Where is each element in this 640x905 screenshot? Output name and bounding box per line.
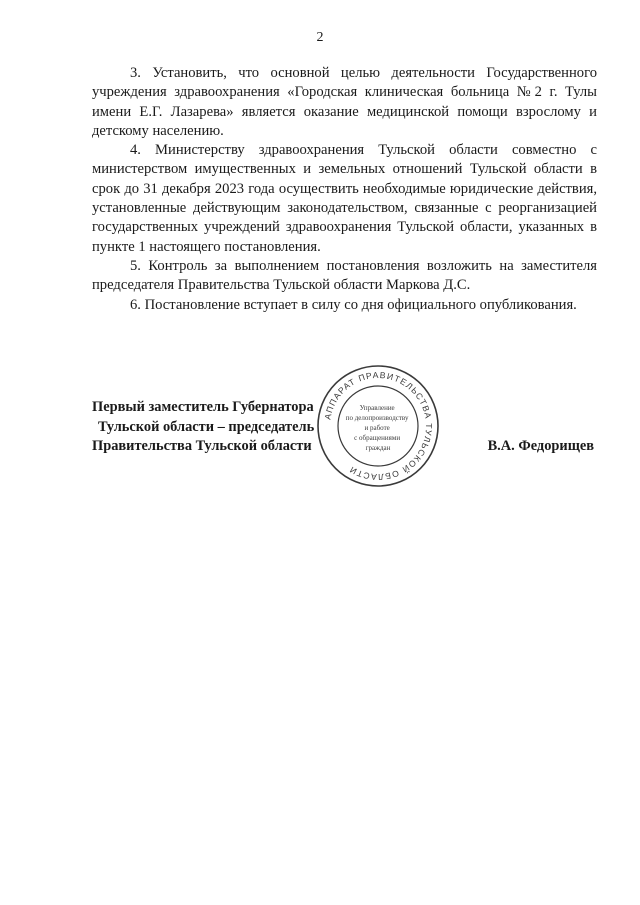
seal-ring-text: АППАРАТ ПРАВИТЕЛЬСТВА ТУЛЬСКОЙ ОБЛАСТИ [322, 369, 435, 483]
paragraph-6: 6. Постановление вступает в силу со дня официального опубликования. [130, 296, 577, 313]
paragraph-5: 5. Контроль за выполнением постановления возложить на заместителя председателя Правительства Тульской области Маркова Д.С. [92, 257, 597, 294]
signatory-name: В.А. Федорищев [487, 438, 594, 454]
seal-center-text: Управление по делопроизводству и работе с обращениями граждан [345, 404, 409, 452]
signatory-position-line-3: Правительства Тульской области [92, 438, 312, 454]
document-body [92, 64, 597, 315]
paragraph-3: 3. Установить, что основной целью деятельности Государственного учреждения здравоохранения «Городская клиническая больница №2 г. Тулы имени Е.Г. Лазарева» является оказание медицинской помощи взрослому и детскому населению. [92, 65, 597, 139]
page-number: 2 [316, 30, 324, 45]
paragraph-4: 4. Министерству здравоохранения Тульской области совместно с министерством имущественных и земельных отношений Тульской области в срок до 31 декабря 2023 года осуществить необходимые юридические действия, установленные действующим законодательством, связанные с реорганизацией государственных учреждений здравоохранения Тульской области, указанных в пункте 1 настоящего постановления. [92, 142, 597, 255]
signatory-position-line-1: Первый заместитель Губернатора [92, 399, 314, 415]
signatory-position-line-2: Тульской области – председатель [98, 418, 315, 435]
official-seal-stamp [316, 364, 440, 488]
signatory-position [92, 398, 314, 457]
